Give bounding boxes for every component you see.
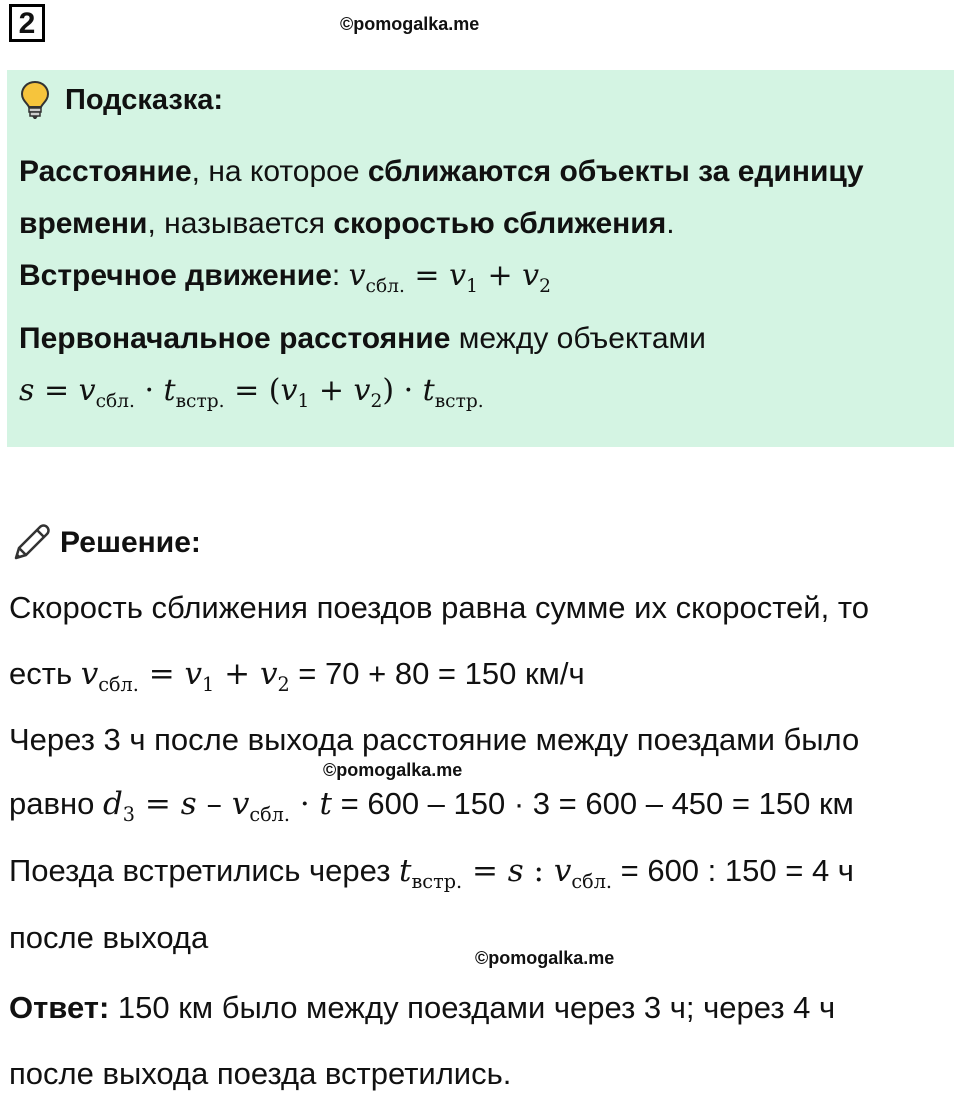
task-number: 2	[9, 4, 45, 42]
solution-line: Скорость сближения поездов равна сумме их скоростей, то	[9, 590, 869, 625]
hint-plain: , называется	[147, 207, 334, 240]
hint-line	[19, 198, 864, 250]
hint-bold: Встречное движение	[19, 259, 332, 292]
hint-line	[19, 365, 864, 428]
formula-d3: $d_3 = s - v_{сбл.} \cdot t$	[102, 786, 333, 827]
solution-line: Через 3 ч после выхода расстояние между поездами было	[9, 722, 860, 757]
hint-plain: .	[666, 207, 675, 240]
hint-bold: скоростью сближения	[333, 207, 667, 240]
watermark: ©pomogalka.me	[475, 948, 615, 968]
solution-line: после выхода	[9, 920, 209, 955]
solution-header	[10, 522, 201, 564]
pencil-icon	[10, 522, 52, 564]
solution-line: равно $d_3 = s - v_{сбл.} \cdot t = 600 - 150 \cdot 3 = 600 - 450 = 150$ км	[9, 786, 854, 827]
hint-plain: :	[331, 259, 349, 292]
hint-line	[19, 146, 864, 198]
formula-vsbl: $v_{сбл.} = v_1 + v_2$	[348, 258, 551, 297]
solution-line: Поезда встретились через $t_{встр.} = s$ : $v_{сбл.} = 600$ : 150 = 4 ч	[9, 853, 854, 894]
formula-vsbl-sum: $v_{сбл.} = v_1 + v_2$	[80, 656, 290, 697]
hint-line	[19, 313, 864, 365]
answer-line: после выхода поезда встретились.	[9, 1056, 512, 1091]
answer-line: Ответ: 150 км было между поездами через 3 ч; через 4 ч	[9, 990, 836, 1025]
hint-bold: сближаются объекты за единицу	[367, 155, 864, 188]
hint-header	[19, 80, 223, 120]
hint-plain: , на которое	[191, 155, 368, 188]
watermark: ©pomogalka.me	[340, 14, 480, 34]
hint-box	[7, 70, 954, 447]
hint-title: Подсказка:	[65, 83, 224, 116]
hint-bold: Расстояние	[19, 155, 192, 188]
watermark: ©pomogalka.me	[323, 760, 463, 780]
hint-line	[19, 250, 864, 313]
answer-label: Ответ:	[9, 990, 110, 1025]
formula-tvstr: $t_{встр.} = s$ : $v_{сбл.}$	[399, 853, 612, 894]
hint-text	[19, 146, 864, 428]
hint-plain: между объектами	[450, 322, 706, 355]
hint-bold: Первоначальное расстояние	[19, 322, 451, 355]
solution-title: Решение:	[60, 526, 201, 559]
hint-bold: времени	[19, 207, 148, 240]
lightbulb-icon	[19, 80, 51, 120]
formula-distance: $s = v_{сбл.} \cdot t_{встр.} = (v_1 + v_2) \cdot t_{встр.}$	[19, 373, 484, 412]
solution-line: есть $v_{сбл.} = v_1 + v_2 = 70 + 80 = 150$ км/ч	[9, 656, 585, 697]
